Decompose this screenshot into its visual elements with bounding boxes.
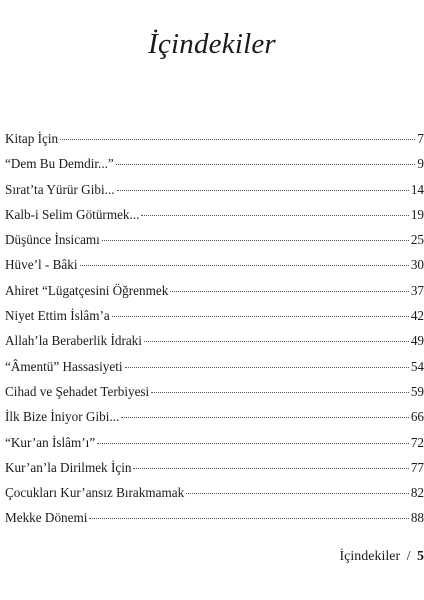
toc-entry-page: 25 bbox=[410, 232, 424, 248]
toc-entry bbox=[5, 430, 424, 455]
toc-entry-page: 37 bbox=[410, 282, 424, 298]
toc-entry-page: 77 bbox=[410, 459, 424, 475]
toc-entry-page: 9 bbox=[417, 156, 424, 172]
toc-entry-page: 30 bbox=[410, 257, 424, 273]
toc-entry bbox=[5, 379, 424, 404]
toc-entry-title: Çocukları Kur’ansız Bırakmamak bbox=[5, 485, 185, 501]
running-footer bbox=[339, 549, 424, 565]
toc-dot-leader bbox=[125, 366, 409, 368]
toc-entry bbox=[5, 328, 424, 353]
footer-page-number: 5 bbox=[417, 549, 424, 564]
toc-dot-leader bbox=[170, 290, 408, 292]
toc-dot-leader bbox=[102, 239, 409, 241]
toc-dot-leader bbox=[116, 163, 416, 165]
toc-entry-page: 42 bbox=[410, 308, 424, 324]
toc-dot-leader bbox=[186, 492, 409, 494]
toc-entry-title: Kalb-i Selim Götürmek... bbox=[5, 206, 140, 222]
table-of-contents bbox=[5, 126, 424, 531]
toc-entry bbox=[5, 252, 424, 277]
toc-entry-page: 14 bbox=[410, 181, 424, 197]
toc-dot-leader bbox=[121, 416, 409, 418]
toc-entry bbox=[5, 505, 424, 530]
toc-entry bbox=[5, 480, 424, 505]
toc-dot-leader bbox=[133, 467, 408, 469]
toc-entry-title: Mekke Dönemi bbox=[5, 510, 88, 526]
toc-dot-leader bbox=[60, 138, 415, 140]
toc-entry-title: Kur’an’la Dirilmek İçin bbox=[5, 459, 132, 475]
toc-entry bbox=[5, 455, 424, 480]
toc-dot-leader bbox=[97, 442, 409, 444]
toc-entry-title: Hüve’l - Bâki bbox=[5, 257, 78, 273]
footer-separator: / bbox=[406, 549, 411, 564]
toc-entry bbox=[5, 126, 424, 151]
toc-entry-page: 49 bbox=[410, 333, 424, 349]
toc-dot-leader bbox=[80, 264, 409, 266]
toc-entry-title: “Dem Bu Demdir...” bbox=[5, 156, 114, 172]
toc-entry-page: 7 bbox=[417, 131, 424, 146]
toc-entry-title: İlk Bize İniyor Gibi... bbox=[5, 409, 120, 425]
toc-entry bbox=[5, 177, 424, 202]
toc-entry bbox=[5, 227, 424, 252]
toc-dot-leader bbox=[151, 391, 409, 393]
toc-entry bbox=[5, 151, 424, 176]
toc-entry bbox=[5, 303, 424, 328]
toc-entry-title: Niyet Ettim İslâm’a bbox=[5, 308, 110, 324]
toc-entry-title: “Âmentü” Hassasiyeti bbox=[5, 358, 123, 374]
toc-entry-page: 54 bbox=[410, 358, 424, 374]
toc-dot-leader bbox=[141, 214, 408, 216]
toc-entry-title: Allah’la Beraberlik İdraki bbox=[5, 333, 142, 349]
toc-dot-leader bbox=[112, 315, 409, 317]
toc-entry-title: Ahiret “Lügatçesini Öğrenmek bbox=[5, 282, 169, 298]
toc-entry bbox=[5, 202, 424, 227]
toc-entry-page: 59 bbox=[410, 383, 424, 399]
page-title: İçindekiler bbox=[148, 28, 276, 60]
toc-entry bbox=[5, 404, 424, 429]
toc-entry-page: 72 bbox=[410, 434, 424, 450]
toc-entry-page: 88 bbox=[410, 510, 424, 526]
toc-entry-page: 66 bbox=[410, 409, 424, 425]
toc-dot-leader bbox=[117, 189, 409, 191]
toc-entry bbox=[5, 278, 424, 303]
toc-entry-page: 82 bbox=[410, 485, 424, 501]
toc-entry-title: Cihad ve Şehadet Terbiyesi bbox=[5, 383, 150, 399]
toc-dot-leader bbox=[89, 517, 408, 519]
toc-entry-page: 19 bbox=[410, 206, 424, 222]
footer-section-title: İçindekiler bbox=[339, 549, 401, 564]
toc-entry-title: Kitap İçin bbox=[5, 131, 59, 146]
toc-dot-leader bbox=[144, 340, 409, 342]
toc-entry-title: Sırat’ta Yürür Gibi... bbox=[5, 181, 115, 197]
toc-entry-title: “Kur’an İslâm’ı” bbox=[5, 434, 96, 450]
toc-entry-title: Düşünce İnsicamı bbox=[5, 232, 100, 248]
toc-entry bbox=[5, 354, 424, 379]
